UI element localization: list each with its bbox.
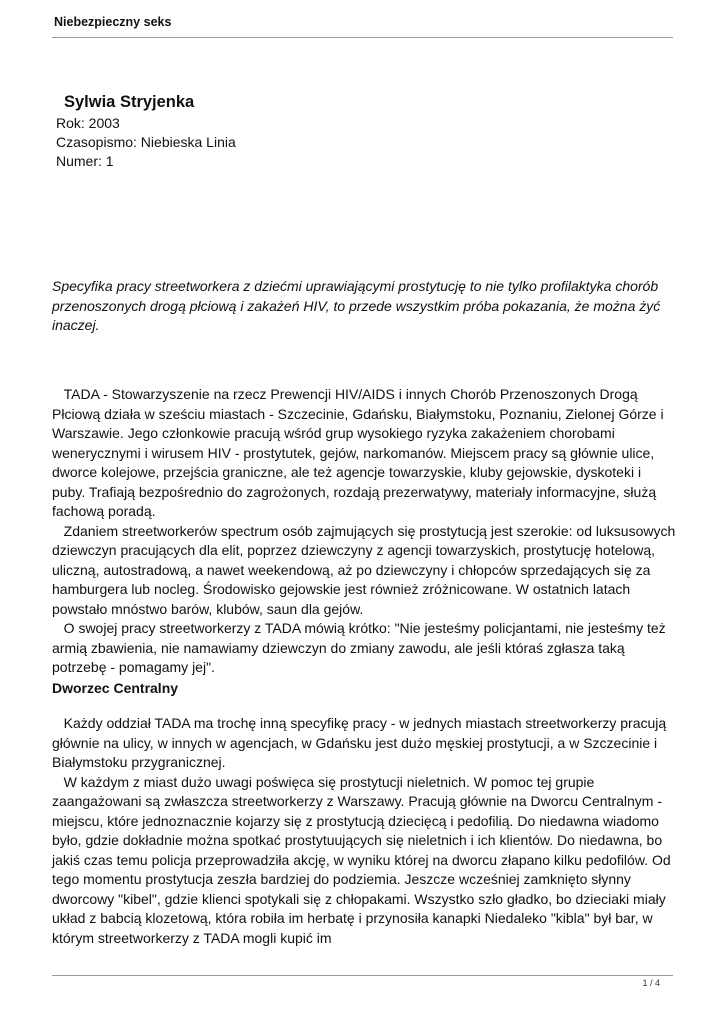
article-meta [56,114,236,171]
meta-magazine: Czasopismo: Niebieska Linia [56,134,236,150]
article-lead [52,277,677,336]
article-body [52,385,677,678]
author-name: Sylwia Stryjenka [64,93,195,111]
body-paragraph-3: O swojej pracy streetworkerzy z TADA mówią krótko: "Nie jesteśmy policjantami, nie jesteśmy też armią zbawienia, nie namawiamy dziewczyn do zmiany zawodu, ale jeśli któraś zgłasza taką potrzebę - pomagamy jej". [52,620,666,675]
header-rule [52,37,673,38]
section-paragraph-2: W każdym z miast dużo uwagi poświęca się prostytucji nieletnich. W pomoc tej grupie zaangażowani są zwłaszcza streetworkerzy z Warszawy. Pracują głównie na Dworcu Centralnym - miejscu, które jednoznacznie kojarzy się z prostytucją dziecięcą i pedofilią. Do niedawna wiadomo było, gdzie dokładnie można spotkać prostytuujących się nieletnich i ich klientów. Do niedawna, bo jakiś czas temu policja przeprowadziła akcję, w wyniku której na dworcu złapano kilku pedofilów. Od tego momentu prostytucja zeszła bardziej do podziemia. Jeszcze wcześniej zamknięto słynny dworcowy "kibel", gdzie klienci spotykali się z chłopakami. Wszystko szło gładko, bo dzieciaki miały układ z babcią klozetową, która robiła im herbatę i przynosiła kanapki Niedaleko "kibla" był bar, w którym streetworkerzy z TADA mogli kupić im [52,773,671,946]
section-heading: Dworzec Centralny [52,680,179,696]
body-paragraph-1: TADA - Stowarzyszenie na rzecz Prewencji HIV/AIDS i innych Chorób Przenoszonych Drogą Płciową działa w sześciu miastach - Szczecinie, Gdańsku, Białymstoku, Poznaniu, Zielonej Górze i Warszawie. Jego członkowie pracują wśród grup wysokiego ryzyka zakażeniem chorobami wenerycznymi i wirusem HIV - prostytutek, gejów, narkomanów. Miejscem pracy są głównie ulice, dworce kolejowe, przejścia graniczne, ale też agencje towarzyskie, kluby gejowskie, dyskoteki i puby. Trafiają bezpośrednio do zagrożonych, rozdają prezerwatywy, materiały informacyjne, służą fachową poradą. [52,386,664,519]
running-header: Niebezpieczny seks [54,15,172,29]
body-paragraph-2: Zdaniem streetworkerów spectrum osób zajmujących się prostytucją jest szerokie: od luksusowych dziewczyn pracujących dla elit, poprzez dziewczyny z agencji towarzyskich, prostytucję hotelową, uliczną, autostradową, a nawet weekendową, aż po dziewczyny i chłopców sprzedających się za hamburgera lub nocleg. Środowisko gejowskie jest również zróżnicowane. W ostatnich latach powstało mnóstwo barów, klubów, saun dla gejów. [52,522,676,617]
footer-rule [52,975,673,976]
lead-paragraph: Specyfika pracy streetworkera z dziećmi uprawiającymi prostytucję to nie tylko profilaktyka chorób przenoszonych drogą płciową i zakażeń HIV, to przede wszystkim próba pokazania, że można żyć inaczej. [52,278,661,333]
meta-year: Rok: 2003 [56,115,120,131]
meta-issue: Numer: 1 [56,153,114,169]
section-paragraph-1: Każdy oddział TADA ma trochę inną specyfikę pracy - w jednych miastach streetworkerzy pracują głównie na ulicy, w innych w agencjach, w Gdańsku jest dużo męskiej prostytucji, a w Szczecinie i Białymstoku przygranicznej. [52,715,667,770]
page-number: 1 / 4 [642,978,660,988]
section-body [52,714,677,948]
